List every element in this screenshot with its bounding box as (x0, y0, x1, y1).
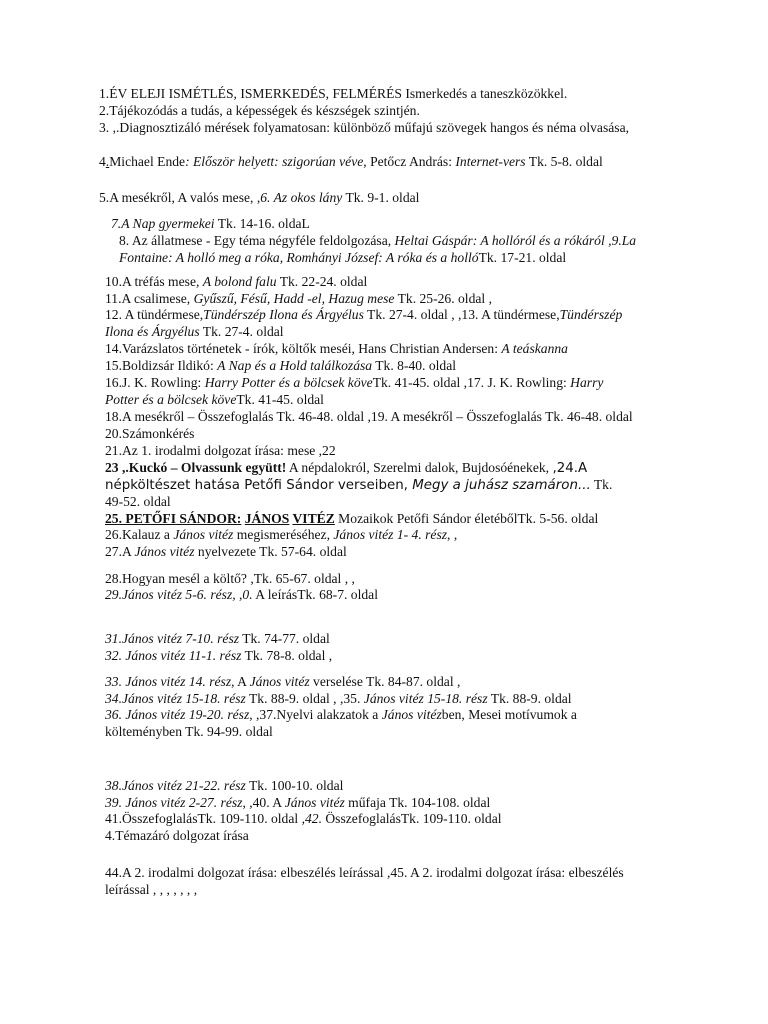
text-run: Heltai Gáspár: A hollóról és a rókáról ,9.La (394, 233, 637, 248)
text-line (105, 290, 492, 307)
text-run: Ilona és Árgyélus (105, 324, 200, 339)
text-run: ,24.A (552, 461, 588, 476)
text-run: leírással , , , , , , , (105, 882, 198, 897)
text-line (105, 526, 457, 543)
text-line (119, 249, 566, 266)
text-run: Michael Ende (109, 154, 186, 169)
text-line (105, 794, 490, 811)
text-run: János vitéz (284, 795, 345, 810)
text-run: verselése Tk. 84-87. oldal , (309, 674, 461, 689)
text-run: János vitéz 1- 4. rész (333, 527, 448, 542)
text-run: Tk. 17-21. oldal (478, 250, 567, 265)
text-line (105, 273, 367, 290)
text-line (105, 442, 336, 459)
text-run: 4.Témazáró dolgozat írása (105, 828, 249, 843)
text-line (105, 864, 624, 881)
text-line (105, 881, 197, 898)
text-run: 14.Varázslatos történetek - írók, költők meséi, Hans Christian Andersen: (105, 341, 502, 356)
text-line (99, 189, 419, 206)
text-run: 2.Tájékozódás a tudás, a képességek és készségek szintjén. (99, 103, 420, 118)
text-run: , ,37.Nyelvi alakzatok a (249, 707, 382, 722)
text-run: Tk. 74-77. oldal (239, 631, 330, 646)
text-run: 44.A 2. irodalmi dolgozat írása: elbeszélés leírással ,45. A 2. irodalmi dolgozat írása: elbeszélés (105, 865, 624, 880)
text-line (105, 647, 332, 664)
text-line (105, 673, 460, 690)
text-run: . (105, 154, 110, 169)
text-run: A leírásTk. 68-7. oldal (252, 587, 378, 602)
text-line (105, 810, 502, 827)
text-line (105, 630, 330, 647)
text-line (105, 510, 598, 527)
text-line (105, 706, 577, 723)
text-line (105, 340, 568, 357)
text-run: Gyűszű, Fésű, Hadd -el, Hazug mese (193, 291, 395, 306)
text-run: A bolond falu (202, 274, 277, 289)
text-run: 1.ÉV ELEJI ISMÉTLÉS, ISMERKEDÉS, FELMÉRÉS Ismerkedés a taneszközökkel. (99, 86, 568, 101)
text-run: 18.A mesékről – Összefoglalás Tk. 46-48. oldal ,19. A mesékről – Összefoglalás Tk. 46-48. oldal (105, 409, 633, 424)
text-line (105, 459, 587, 477)
text-run: Tündérszép Ilona és Árgyélus (203, 307, 364, 322)
text-run: 3. ,.Diagnosztizáló mérések folyamatosan: különböző műfajú szövegek hangos és néma olvasása, (99, 120, 630, 135)
text-run: , Petőcz András: (363, 154, 456, 169)
text-run: 42. (304, 811, 322, 826)
text-line (105, 408, 633, 425)
text-run: , A (231, 674, 250, 689)
text-run: János vitéz (173, 527, 234, 542)
text-run: Tk. 27-4. oldal (199, 324, 284, 339)
text-run: Potter és a bölcsek köve (105, 392, 237, 407)
text-run: megismeréséhez, (233, 527, 334, 542)
text-run: 26.Kalauz a (105, 527, 174, 542)
text-run: 23 ,.Kuckó – Olvassunk együtt! (105, 460, 287, 475)
text-run: Tk. 8-40. oldal (372, 358, 457, 373)
text-run: 16.J. K. Rowling: (105, 375, 205, 390)
text-line (99, 102, 420, 119)
text-line (105, 306, 622, 323)
text-run: 20.Számonkérés (105, 426, 195, 441)
text-run: 41.ÖsszefoglalásTk. 109-110. oldal , (105, 811, 305, 826)
text-run: Tk. 9-1. oldal (342, 190, 420, 205)
text-run: 27.A (105, 544, 135, 559)
text-line (105, 723, 273, 740)
text-run: 5.A mesékről, A valós mese, , (99, 190, 261, 205)
text-run: 21.Az 1. irodalmi dolgozat írása: mese ,22 (105, 443, 336, 458)
text-run: 36. János vitéz 19-20. rész (105, 707, 250, 722)
text-line (105, 493, 171, 510)
text-line (105, 586, 378, 603)
text-run: János vitéz (381, 707, 442, 722)
text-run: JÁNOS (244, 511, 290, 526)
text-run: , ,40. A (242, 795, 285, 810)
text-run: Tk. 41-45. oldal ,17. J. K. Rowling: (372, 375, 571, 390)
text-run: 15.Boldizsár Ildikó: (105, 358, 218, 373)
text-run: 7.A Nap gyermekei (111, 216, 215, 231)
text-line (105, 827, 249, 844)
text-line (105, 543, 347, 560)
text-run: , , (447, 527, 458, 542)
text-run: műfaja Tk. 104-108. oldal (344, 795, 491, 810)
text-line (105, 391, 324, 408)
text-run: népköltészet hatása Petőfi Sándor verseiben, (105, 478, 413, 493)
text-run: költeményben Tk. 94-99. oldal (105, 724, 273, 739)
text-run: Harry (570, 375, 604, 390)
text-run: Tk. 100-10. oldal (245, 778, 344, 793)
text-line (105, 690, 572, 707)
text-line (105, 323, 284, 340)
text-run: 10.A tréfás mese, (105, 274, 203, 289)
text-run: Tk. 27-4. oldal , ,13. A tündérmese, (363, 307, 560, 322)
text-run: Tk. 88-9. oldal , ,35. (245, 691, 364, 706)
text-run: 11.A csalimese, (105, 291, 194, 306)
text-run: 4 (99, 154, 106, 169)
text-run: VITÉZ (292, 511, 335, 526)
text-line (99, 153, 603, 170)
text-run: János vitéz (249, 674, 310, 689)
text-line (105, 357, 456, 374)
text-line (111, 215, 310, 232)
text-run: 38.János vitéz 21-22. rész (105, 778, 246, 793)
text-run: János vitéz 15-18. rész (363, 691, 488, 706)
text-run: A teáskanna (501, 341, 568, 356)
text-run: nyelvezete Tk. 57-64. oldal (194, 544, 347, 559)
text-run: Tk. 22-24. oldal (276, 274, 368, 289)
text-line (99, 85, 567, 102)
text-line (105, 374, 603, 391)
text-run: 29.János vitéz 5-6. rész, ,0. (105, 587, 253, 602)
text-run: A népdalokról, Szerelmi dalok, Bujdosóénekek, (286, 460, 553, 475)
text-run: 12. A tündérmese, (105, 307, 204, 322)
text-run: 25. PETŐFI SÁNDOR: (105, 511, 242, 526)
text-run: Mozaikok Petőfi Sándor életébőlTk. 5-56. oldal (334, 511, 599, 526)
text-run: Tündérszép (559, 307, 623, 322)
text-line (105, 570, 355, 587)
text-run: 28.Hogyan mesél a költő? ,Tk. 65-67. oldal , , (105, 571, 355, 586)
text-run: 34.János vitéz 15-18. rész (105, 691, 246, 706)
text-run: Tk. 88-9. oldal (487, 691, 572, 706)
text-run: A Nap és a Hold találkozása (217, 358, 373, 373)
text-run: 31.János vitéz 7-10. rész (105, 631, 240, 646)
text-run: 8. Az állatmese - Egy téma négyféle feldolgozása, (119, 233, 395, 248)
text-line (105, 476, 612, 494)
text-run: Tk. 41-45. oldal (236, 392, 324, 407)
text-run: Tk. (590, 477, 613, 492)
text-run: ÖsszefoglalásTk. 109-110. oldal (321, 811, 502, 826)
text-run: Tk. 14-16. oldaL (214, 216, 310, 231)
text-run: 39. János vitéz 2-27. rész (105, 795, 243, 810)
text-run: 33. János vitéz 14. rész (105, 674, 232, 689)
text-line (105, 425, 194, 442)
text-run: : Először helyett: szigorúan véve (185, 154, 364, 169)
text-line (99, 119, 629, 136)
text-run: Megy a juhász szamáron... (412, 478, 591, 493)
text-line (105, 777, 343, 794)
text-run: Tk. 78-8. oldal , (241, 648, 333, 663)
text-run: 32. János vitéz 11-1. rész (105, 648, 242, 663)
text-run: 6. Az okos lány (260, 190, 343, 205)
text-run: Tk. 5-8. oldal (525, 154, 603, 169)
text-run: ben, Mesei motívumok a (441, 707, 577, 722)
text-run: Fontaine: A holló meg a róka, Romhányi József: A róka és a holló (119, 250, 479, 265)
text-run: Tk. 25-26. oldal , (394, 291, 492, 306)
text-run: János vitéz (134, 544, 195, 559)
text-run: 49-52. oldal (105, 494, 171, 509)
text-run: Internet-vers (455, 154, 526, 169)
text-line (119, 232, 636, 249)
text-run: Harry Potter és a bölcsek köve (204, 375, 373, 390)
